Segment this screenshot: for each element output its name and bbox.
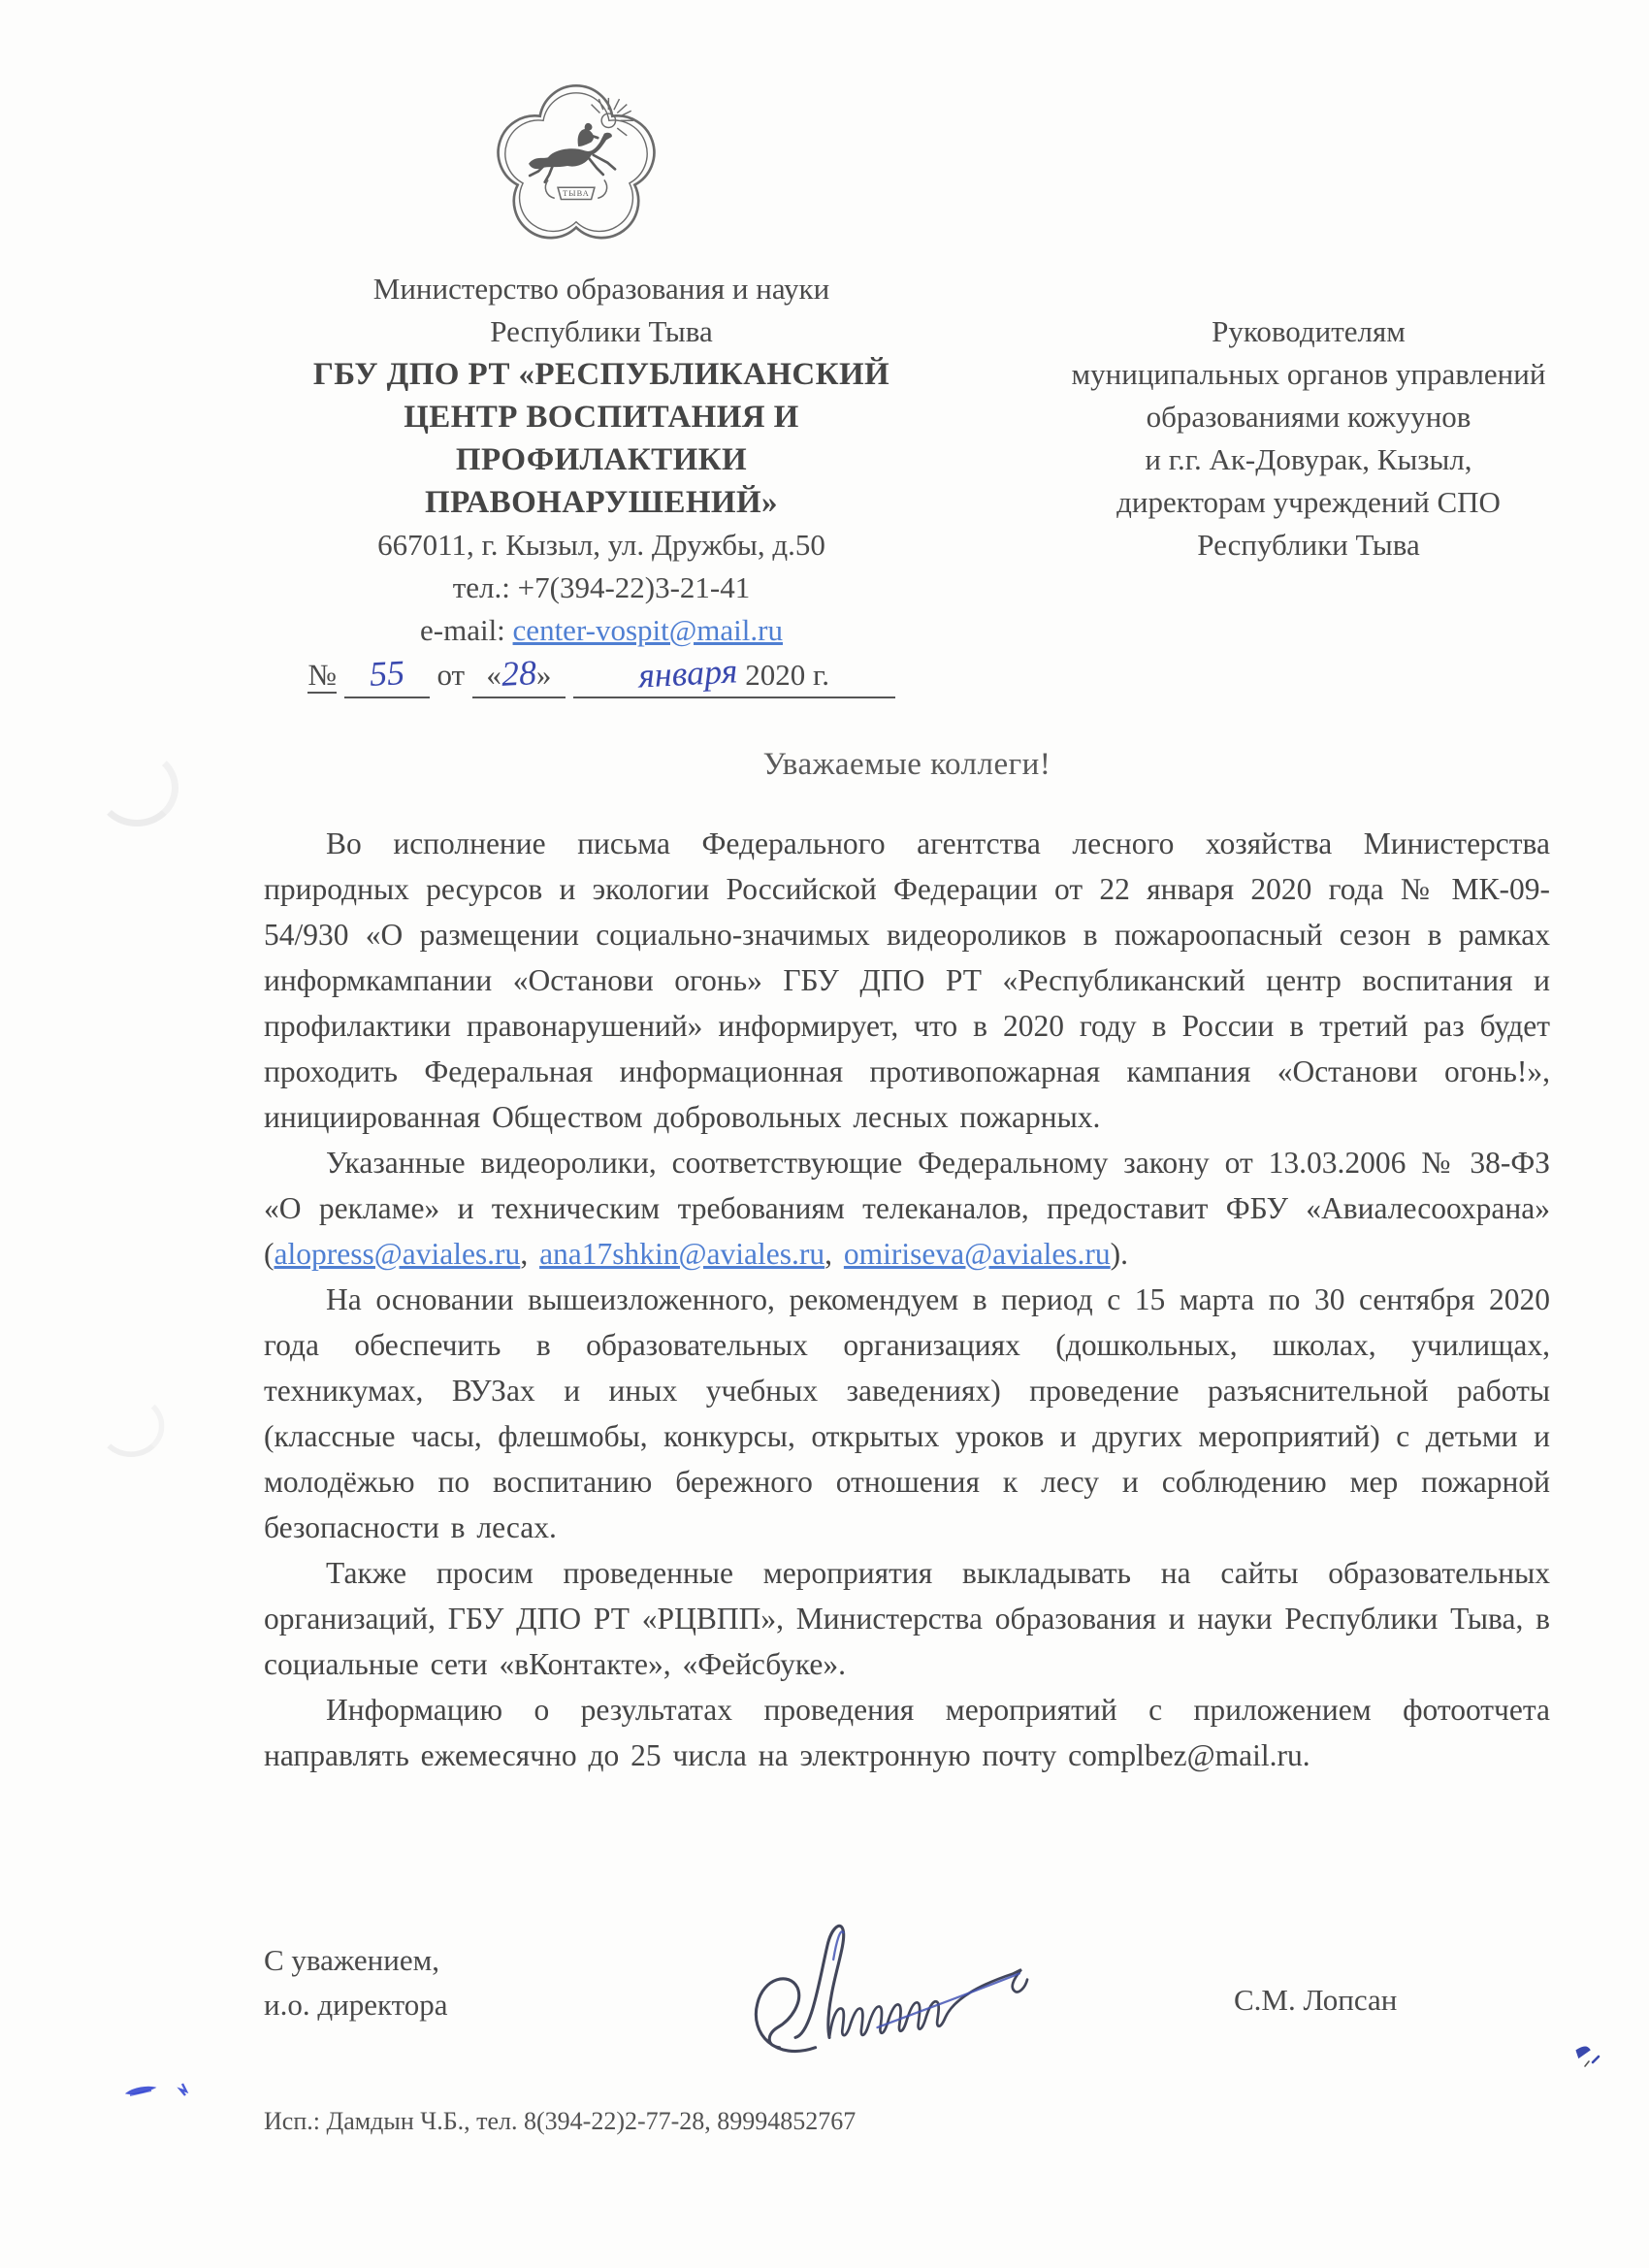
no-label: № bbox=[307, 658, 337, 692]
paragraph-2 bbox=[264, 1140, 1550, 1277]
ref-month-handwritten: января bbox=[637, 651, 739, 696]
banner-text: ТЫВА bbox=[563, 189, 590, 199]
letter-body bbox=[264, 821, 1550, 1778]
scan-artifact-arc bbox=[98, 1395, 165, 1457]
sender-block bbox=[242, 268, 960, 698]
signature-closing bbox=[264, 1938, 448, 2027]
signatory-name: С.М. Лопсан bbox=[1234, 1983, 1398, 2017]
separator: , bbox=[520, 1237, 540, 1271]
scan-artifact-arc bbox=[95, 749, 178, 826]
ministry-name-line1: Министерство образования и науки bbox=[372, 272, 830, 306]
paragraph-2-closing: ). bbox=[1110, 1237, 1129, 1271]
sender-phone: тел.: +7(394-22)3-21-41 bbox=[452, 570, 751, 604]
email-link-omiriseva[interactable]: omiriseva@aviales.ru bbox=[843, 1237, 1111, 1271]
email-label: e-mail: bbox=[420, 613, 513, 647]
closing-line: С уважением, bbox=[264, 1943, 439, 1977]
quote-close: » bbox=[535, 658, 552, 692]
quote-open: « bbox=[486, 658, 501, 692]
sender-email-link[interactable]: center-vospit@mail.ru bbox=[512, 613, 783, 647]
ink-smudge-bottom-left bbox=[118, 2074, 235, 2105]
signature-block bbox=[264, 1932, 1550, 2088]
sender-address: 667011, г. Кызыл, ул. Дружбы, д.50 bbox=[377, 528, 825, 562]
sender-email-line bbox=[242, 609, 960, 652]
paragraph-5: Информацию о результатах проведения мероприятий с приложением фотоотчета направлять ежемесячно до 25 числа на электронную почту complbez@mail.ru. bbox=[264, 1693, 1550, 1772]
org-name-line4: ПРАВОНАРУШЕНИЙ» bbox=[425, 485, 778, 520]
paragraph-1: Во исполнение письма Федерального агентства лесного хозяйства Министерства природных ресурсов и экологии Российской Федерации от 22 января 2020 года № МК-09-54/930 «О размещении социально-значимых видеороликов в пожароопасный сезон в рамках информкампании «Останови огонь» ГБУ ДПО РТ «Республиканский центр воспитания и профилактики правонарушений» информирует, что в 2020 году в России в третий раз будет проходить Федеральная информационная противопожарная кампания «Останови огонь!», инициированная Обществом добровольных лесных пожарных. bbox=[264, 826, 1550, 1134]
salutation: Уважаемые коллеги! bbox=[762, 747, 1051, 782]
from-label: от bbox=[436, 658, 472, 692]
ref-day-handwritten: 28 bbox=[500, 653, 537, 694]
org-name-line3: ПРОФИЛАКТИКИ bbox=[455, 442, 748, 477]
org-name-line2: ЦЕНТР ВОСПИТАНИЯ И bbox=[404, 400, 799, 435]
recipient-line: Республики Тыва bbox=[1197, 528, 1420, 562]
recipient-line: директорам учреждений СПО bbox=[1116, 485, 1501, 519]
separator: , bbox=[824, 1237, 844, 1271]
recipient-line: Руководителям bbox=[1212, 314, 1406, 348]
recipient-line: муниципальных органов управлений bbox=[1071, 357, 1546, 391]
executor-line: Исп.: Дамдын Ч.Б., тел. 8(394-22)2-77-28, 89994852767 bbox=[264, 2107, 857, 2135]
ref-number-handwritten: 55 bbox=[368, 653, 405, 694]
ref-number-date-line bbox=[242, 652, 960, 698]
recipient-line: образованиями кожуунов bbox=[1146, 400, 1471, 434]
ministry-name-line2: Республики Тыва bbox=[490, 314, 713, 348]
paragraph-3: На основании вышеизложенного, рекомендуем в период с 15 марта по 30 сентября 2020 года обеспечить в образовательных организациях (дошкольных, школах, училищах, техникумах, ВУЗах и иных учебных заведениях) проведение разъяснительной работы (классные часы, флешмобы, конкурсы, открытых уроков и других мероприятий) с детьми и молодёжью по воспитанию бережного отношения к лесу и соблюдению мер пожарной безопасности в лесах. bbox=[264, 1282, 1550, 1544]
ink-mark-bottom-right bbox=[1560, 2037, 1614, 2084]
paragraph-2-text: Указанные видеоролики, соответствующие Федеральному закону от 13.03.2006 № 38-ФЗ «О рекламе» и техническим требованиям телеканалов, предоставит ФБУ «Авиалесоохрана» ( bbox=[264, 1146, 1550, 1271]
ref-year: 2020 г. bbox=[737, 658, 829, 692]
org-name-line1: ГБУ ДПО РТ «РЕСПУБЛИКАНСКИЙ bbox=[312, 357, 890, 392]
email-link-anashkin[interactable]: ana17shkin@aviales.ru bbox=[539, 1237, 825, 1271]
paragraph-4: Также просим проведенные мероприятия выкладывать на сайты образовательных организаций, ГБУ ДПО РТ «РЦВПП», Министерства образования и науки Республики Тыва, в социальные сети «вКонтакте», «Фейсбуке». bbox=[264, 1556, 1550, 1681]
email-link-alopress[interactable]: alopress@aviales.ru bbox=[274, 1237, 521, 1271]
tuva-emblem-icon bbox=[490, 80, 663, 252]
handwritten-signature bbox=[729, 1913, 1059, 2068]
recipient-block bbox=[987, 310, 1630, 567]
recipient-line: и г.г. Ак-Довурак, Кызыл, bbox=[1145, 442, 1472, 476]
horse-rider-icon bbox=[529, 123, 615, 182]
position-line: и.о. директора bbox=[264, 1988, 448, 2022]
tyva-banner bbox=[545, 179, 606, 199]
